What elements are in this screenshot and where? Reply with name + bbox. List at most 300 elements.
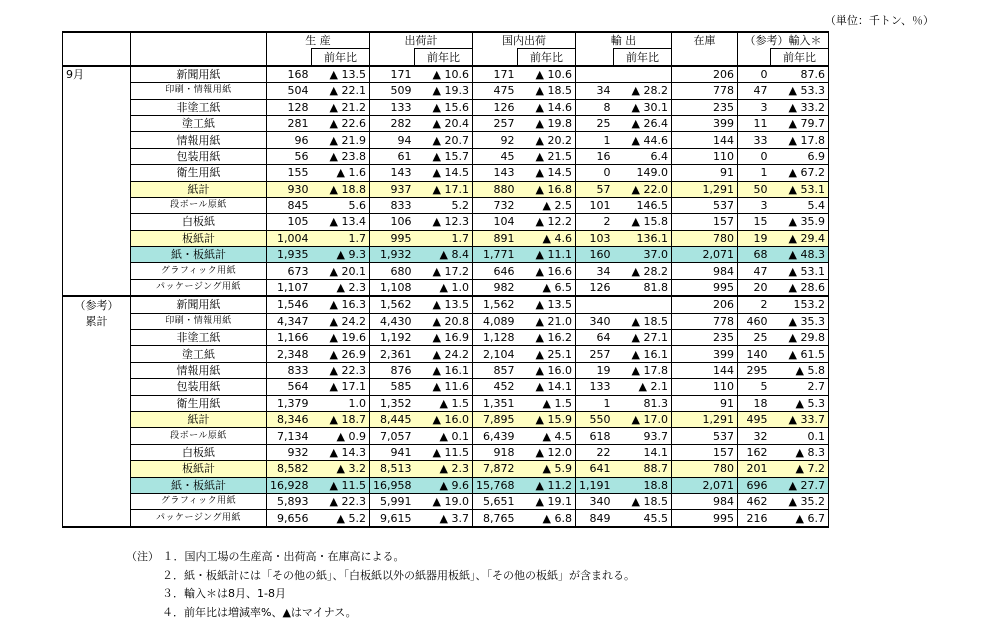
section-label <box>63 428 131 444</box>
table-cell: ▲ 53.1 <box>771 263 829 279</box>
table-row <box>63 362 829 378</box>
row-label: 板紙計 <box>131 461 267 477</box>
table-row <box>63 99 829 115</box>
table-cell: 1,128 <box>473 330 518 346</box>
table-cell: ▲ 16.3 <box>312 296 370 313</box>
table-cell: ▲ 15.6 <box>415 99 473 115</box>
table-cell: 171 <box>473 66 518 83</box>
table-cell: 537 <box>672 428 738 444</box>
table-cell: 235 <box>672 330 738 346</box>
table-row <box>63 346 829 362</box>
header-domestic: 国内出荷 <box>473 32 576 49</box>
table-cell: ▲ 22.3 <box>312 362 370 378</box>
table-cell: 509 <box>370 83 415 99</box>
table-cell: 126 <box>473 99 518 115</box>
table-cell: ▲ 13.4 <box>312 214 370 230</box>
table-cell: 2,071 <box>672 247 738 263</box>
row-label: 衛生用紙 <box>131 395 267 411</box>
table-cell: 143 <box>473 165 518 181</box>
table-cell: ▲ 35.3 <box>771 313 829 329</box>
table-cell: 1,192 <box>370 330 415 346</box>
table-cell: 550 <box>576 411 614 427</box>
table-cell: ▲ 6.8 <box>518 510 576 527</box>
section-label <box>63 379 131 395</box>
row-label: 紙・板紙計 <box>131 477 267 493</box>
table-row <box>63 477 829 493</box>
table-cell: 0 <box>576 165 614 181</box>
table-cell: ▲ 22.6 <box>312 115 370 131</box>
header-blank <box>672 49 738 66</box>
table-row <box>63 461 829 477</box>
table-cell <box>614 66 672 83</box>
table-cell: 2,104 <box>473 346 518 362</box>
section-label <box>63 148 131 164</box>
table-cell: 495 <box>738 411 771 427</box>
table-cell: 64 <box>576 330 614 346</box>
table-cell: 94 <box>370 132 415 148</box>
table-cell: 340 <box>576 493 614 509</box>
table-cell: ▲ 22.0 <box>614 181 672 197</box>
table-cell: ▲ 4.6 <box>518 230 576 246</box>
section-label <box>63 510 131 527</box>
section-label <box>63 411 131 427</box>
table-cell: ▲ 35.9 <box>771 214 829 230</box>
table-cell: 257 <box>576 346 614 362</box>
row-label: 新聞用紙 <box>131 66 267 83</box>
table-cell: 144 <box>672 132 738 148</box>
table-row <box>63 66 829 83</box>
table-cell: 8,513 <box>370 461 415 477</box>
table-cell: 995 <box>672 279 738 296</box>
table-cell: ▲ 13.5 <box>518 296 576 313</box>
table-cell: ▲ 16.2 <box>518 330 576 346</box>
section-label <box>63 99 131 115</box>
table-cell: ▲ 79.7 <box>771 115 829 131</box>
table-cell: ▲ 16.6 <box>518 263 576 279</box>
table-cell: 2 <box>576 214 614 230</box>
table-row <box>63 510 829 527</box>
section-label <box>63 197 131 213</box>
table-cell: 34 <box>576 83 614 99</box>
table-cell: 4,347 <box>267 313 312 329</box>
row-label: 塗工紙 <box>131 346 267 362</box>
table-cell: ▲ 6.5 <box>518 279 576 296</box>
row-label: パッケージング用紙 <box>131 279 267 296</box>
table-cell: ▲ 15.7 <box>415 148 473 164</box>
table-cell: 104 <box>473 214 518 230</box>
table-cell: 995 <box>672 510 738 527</box>
row-label: 段ボール原紙 <box>131 428 267 444</box>
table-cell: ▲ 24.2 <box>312 313 370 329</box>
header-blank <box>267 49 312 66</box>
table-cell: ▲ 20.1 <box>312 263 370 279</box>
header-yoy: 前年比 <box>518 49 576 66</box>
table-cell: 47 <box>738 83 771 99</box>
section-label <box>63 214 131 230</box>
table-cell: 1.0 <box>312 395 370 411</box>
row-label: 板紙計 <box>131 230 267 246</box>
table-row <box>63 411 829 427</box>
table-cell: 564 <box>267 379 312 395</box>
table-cell: ▲ 20.2 <box>518 132 576 148</box>
table-cell: 2.7 <box>771 379 829 395</box>
header-blank <box>576 49 614 66</box>
table-cell: 155 <box>267 165 312 181</box>
table-cell: 504 <box>267 83 312 99</box>
section-label <box>63 279 131 296</box>
table-cell: 7,057 <box>370 428 415 444</box>
table-cell: ▲ 11.6 <box>415 379 473 395</box>
table-cell <box>576 66 614 83</box>
table-cell: 932 <box>267 444 312 460</box>
table-cell: 216 <box>738 510 771 527</box>
table-cell: 140 <box>738 346 771 362</box>
table-cell: ▲ 0.9 <box>312 428 370 444</box>
table-cell: 8 <box>576 99 614 115</box>
table-cell: 5,991 <box>370 493 415 509</box>
table-cell: 206 <box>672 296 738 313</box>
table-cell: ▲ 16.0 <box>415 411 473 427</box>
table-cell: 833 <box>267 362 312 378</box>
table-cell: 110 <box>672 148 738 164</box>
table-cell: 126 <box>576 279 614 296</box>
table-row <box>63 279 829 296</box>
table-cell: 6.4 <box>614 148 672 164</box>
table-cell: 849 <box>576 510 614 527</box>
row-label: 塗工紙 <box>131 115 267 131</box>
section-label <box>63 165 131 181</box>
row-label: 包装用紙 <box>131 379 267 395</box>
table-cell <box>576 296 614 313</box>
table-cell: ▲ 19.3 <box>415 83 473 99</box>
table-cell: 4,089 <box>473 313 518 329</box>
table-cell: ▲ 3.7 <box>415 510 473 527</box>
table-cell: 149.0 <box>614 165 672 181</box>
table-cell: 105 <box>267 214 312 230</box>
table-cell: 16,928 <box>267 477 312 493</box>
table-cell: 1,352 <box>370 395 415 411</box>
table-cell: ▲ 16.9 <box>415 330 473 346</box>
table-cell: 88.7 <box>614 461 672 477</box>
table-cell: 18 <box>738 395 771 411</box>
table-cell: 696 <box>738 477 771 493</box>
table-cell: ▲ 2.1 <box>614 379 672 395</box>
section-label: （参考） <box>63 296 131 313</box>
row-label: グラフィック用紙 <box>131 263 267 279</box>
table-cell: 153.2 <box>771 296 829 313</box>
table-cell: 8,346 <box>267 411 312 427</box>
table-cell: ▲ 18.7 <box>312 411 370 427</box>
table-cell: ▲ 61.5 <box>771 346 829 362</box>
table-cell: ▲ 17.8 <box>614 362 672 378</box>
table-row <box>63 296 829 313</box>
table-row <box>63 230 829 246</box>
table-cell: 34 <box>576 263 614 279</box>
table-cell: 143 <box>370 165 415 181</box>
table-cell: ▲ 21.2 <box>312 99 370 115</box>
statistics-table <box>62 31 829 528</box>
table-row <box>63 214 829 230</box>
table-row <box>63 379 829 395</box>
table-cell: ▲ 13.5 <box>312 66 370 83</box>
header-exports: 輸 出 <box>576 32 672 49</box>
row-label: 紙計 <box>131 181 267 197</box>
table-cell: ▲ 24.2 <box>415 346 473 362</box>
header-inventory: 在庫 <box>672 32 738 49</box>
section-label <box>63 346 131 362</box>
table-cell: 11 <box>738 115 771 131</box>
row-label: 紙計 <box>131 411 267 427</box>
table-cell: 7,872 <box>473 461 518 477</box>
table-cell: ▲ 21.9 <box>312 132 370 148</box>
table-cell: 8,765 <box>473 510 518 527</box>
table-cell: ▲ 2.3 <box>312 279 370 296</box>
section-label <box>63 330 131 346</box>
table-cell: 0 <box>738 66 771 83</box>
table-cell: 780 <box>672 461 738 477</box>
table-cell: ▲ 1.6 <box>312 165 370 181</box>
table-cell: ▲ 5.8 <box>771 362 829 378</box>
table-cell: ▲ 1.5 <box>518 395 576 411</box>
header-blank <box>370 49 415 66</box>
table-cell: 460 <box>738 313 771 329</box>
table-cell: 20 <box>738 279 771 296</box>
table-cell: 1,562 <box>370 296 415 313</box>
header-blank <box>63 49 131 66</box>
table-row <box>63 313 829 329</box>
header-yoy: 前年比 <box>415 49 473 66</box>
table-cell: 16 <box>576 148 614 164</box>
table-row <box>63 493 829 509</box>
table-cell: ▲ 20.7 <box>415 132 473 148</box>
table-cell: 133 <box>576 379 614 395</box>
table-cell: 399 <box>672 115 738 131</box>
table-cell: ▲ 14.5 <box>518 165 576 181</box>
table-row <box>63 247 829 263</box>
header-yoy: 前年比 <box>312 49 370 66</box>
table-cell: ▲ 25.1 <box>518 346 576 362</box>
table-cell: 8,582 <box>267 461 312 477</box>
header-imports: （参考）輸入＊ <box>738 32 829 49</box>
table-cell: 5.4 <box>771 197 829 213</box>
table-cell: 110 <box>672 379 738 395</box>
table-cell: 91 <box>672 395 738 411</box>
table-cell: ▲ 21.5 <box>518 148 576 164</box>
table-cell: 2 <box>738 296 771 313</box>
table-cell: 984 <box>672 263 738 279</box>
table-cell: 15 <box>738 214 771 230</box>
table-cell: 128 <box>267 99 312 115</box>
table-cell: 136.1 <box>614 230 672 246</box>
row-label: 白板紙 <box>131 214 267 230</box>
row-label: 印刷・情報用紙 <box>131 313 267 329</box>
table-cell: 91 <box>672 165 738 181</box>
table-row <box>63 148 829 164</box>
header-blank <box>131 32 267 49</box>
table-cell: ▲ 2.3 <box>415 461 473 477</box>
table-cell: ▲ 10.6 <box>518 66 576 83</box>
table-cell: ▲ 4.5 <box>518 428 576 444</box>
table-cell: 982 <box>473 279 518 296</box>
table-cell: ▲ 9.3 <box>312 247 370 263</box>
table-cell: 103 <box>576 230 614 246</box>
note-line: ３．輸入＊は8月、1-8月 <box>162 587 286 601</box>
table-cell: 0.1 <box>771 428 829 444</box>
table-cell: 6,439 <box>473 428 518 444</box>
table-cell: 995 <box>370 230 415 246</box>
row-label: パッケージング用紙 <box>131 510 267 527</box>
section-label <box>63 461 131 477</box>
row-label: 衛生用紙 <box>131 165 267 181</box>
header-blank <box>738 49 771 66</box>
table-cell: ▲ 12.3 <box>415 214 473 230</box>
table-cell: 25 <box>738 330 771 346</box>
table-cell: 876 <box>370 362 415 378</box>
table-cell: 930 <box>267 181 312 197</box>
section-label <box>63 181 131 197</box>
note-line: ４．前年比は増減率%、▲はマイナス。 <box>162 605 357 619</box>
table-row <box>63 428 829 444</box>
table-cell: ▲ 19.0 <box>415 493 473 509</box>
table-cell: 201 <box>738 461 771 477</box>
row-label: 印刷・情報用紙 <box>131 83 267 99</box>
table-cell: 81.3 <box>614 395 672 411</box>
table-cell: 937 <box>370 181 415 197</box>
table-cell: ▲ 33.2 <box>771 99 829 115</box>
table-row <box>63 330 829 346</box>
table-cell: 1,351 <box>473 395 518 411</box>
table-row <box>63 197 829 213</box>
section-label <box>63 395 131 411</box>
table-row <box>63 165 829 181</box>
table-cell: ▲ 29.4 <box>771 230 829 246</box>
table-cell: 157 <box>672 214 738 230</box>
table-row <box>63 444 829 460</box>
table-cell: ▲ 28.6 <box>771 279 829 296</box>
table-cell: ▲ 17.8 <box>771 132 829 148</box>
table-cell: 340 <box>576 313 614 329</box>
table-cell: 2,348 <box>267 346 312 362</box>
table-cell: 45 <box>473 148 518 164</box>
table-cell: ▲ 23.8 <box>312 148 370 164</box>
notes <box>126 548 635 622</box>
row-label: 非塗工紙 <box>131 99 267 115</box>
table-cell: ▲ 33.7 <box>771 411 829 427</box>
table-cell: ▲ 7.2 <box>771 461 829 477</box>
table-cell: ▲ 1.0 <box>415 279 473 296</box>
table-cell: 984 <box>672 493 738 509</box>
table-row <box>63 132 829 148</box>
table-cell: ▲ 67.2 <box>771 165 829 181</box>
table-cell: 1,935 <box>267 247 312 263</box>
table-cell: 19 <box>576 362 614 378</box>
table-cell: 1,166 <box>267 330 312 346</box>
table-cell: 81.8 <box>614 279 672 296</box>
section-label <box>63 132 131 148</box>
table-cell: 57 <box>576 181 614 197</box>
section-label: 9月 <box>63 66 131 83</box>
table-cell: 171 <box>370 66 415 83</box>
table-cell: 1,562 <box>473 296 518 313</box>
table-cell: 1 <box>738 165 771 181</box>
table-cell: 18.8 <box>614 477 672 493</box>
table-cell: 87.6 <box>771 66 829 83</box>
table-cell: 1.7 <box>312 230 370 246</box>
table-cell: 144 <box>672 362 738 378</box>
table-cell: ▲ 53.3 <box>771 83 829 99</box>
table-cell: 50 <box>738 181 771 197</box>
table-cell: 778 <box>672 313 738 329</box>
table-row <box>63 181 829 197</box>
table-cell: 1 <box>576 132 614 148</box>
table-cell: 101 <box>576 197 614 213</box>
table-cell: 5 <box>738 379 771 395</box>
section-label <box>63 247 131 263</box>
table-cell: ▲ 22.3 <box>312 493 370 509</box>
table-cell: 33 <box>738 132 771 148</box>
table-cell: ▲ 11.5 <box>415 444 473 460</box>
table-cell: 5.2 <box>415 197 473 213</box>
table-cell: 399 <box>672 346 738 362</box>
table-cell: 162 <box>738 444 771 460</box>
table-cell: 780 <box>672 230 738 246</box>
table-cell: 22 <box>576 444 614 460</box>
table-cell: 16,958 <box>370 477 415 493</box>
table-cell: 168 <box>267 66 312 83</box>
table-cell: ▲ 26.4 <box>614 115 672 131</box>
table-cell: 880 <box>473 181 518 197</box>
table-cell: ▲ 17.1 <box>312 379 370 395</box>
table-cell: ▲ 2.5 <box>518 197 576 213</box>
row-label: 白板紙 <box>131 444 267 460</box>
table-cell: ▲ 15.8 <box>614 214 672 230</box>
table-cell: 857 <box>473 362 518 378</box>
table-cell: ▲ 35.2 <box>771 493 829 509</box>
table-cell: 5,893 <box>267 493 312 509</box>
table-cell: 68 <box>738 247 771 263</box>
header-yoy: 前年比 <box>771 49 829 66</box>
table-cell: 1.7 <box>415 230 473 246</box>
section-label <box>63 444 131 460</box>
table-cell: ▲ 8.4 <box>415 247 473 263</box>
section-label <box>63 477 131 493</box>
table-cell: ▲ 18.8 <box>312 181 370 197</box>
table-cell: 845 <box>267 197 312 213</box>
table-cell: 92 <box>473 132 518 148</box>
table-cell: 7,134 <box>267 428 312 444</box>
table-cell: 8,445 <box>370 411 415 427</box>
table-cell: ▲ 26.9 <box>312 346 370 362</box>
table-cell: 475 <box>473 83 518 99</box>
table-cell: ▲ 19.6 <box>312 330 370 346</box>
table-cell: ▲ 21.0 <box>518 313 576 329</box>
table-cell: 133 <box>370 99 415 115</box>
section-label <box>63 362 131 378</box>
table-cell: ▲ 12.2 <box>518 214 576 230</box>
table-cell: 1,932 <box>370 247 415 263</box>
table-cell: ▲ 10.6 <box>415 66 473 83</box>
table-cell: ▲ 9.6 <box>415 477 473 493</box>
table-cell: 1,004 <box>267 230 312 246</box>
table-cell: ▲ 19.8 <box>518 115 576 131</box>
row-label: 紙・板紙計 <box>131 247 267 263</box>
table-cell: 2,361 <box>370 346 415 362</box>
section-label <box>63 230 131 246</box>
table-cell: ▲ 14.1 <box>518 379 576 395</box>
table-cell: 680 <box>370 263 415 279</box>
table-cell: 106 <box>370 214 415 230</box>
table-cell: 452 <box>473 379 518 395</box>
